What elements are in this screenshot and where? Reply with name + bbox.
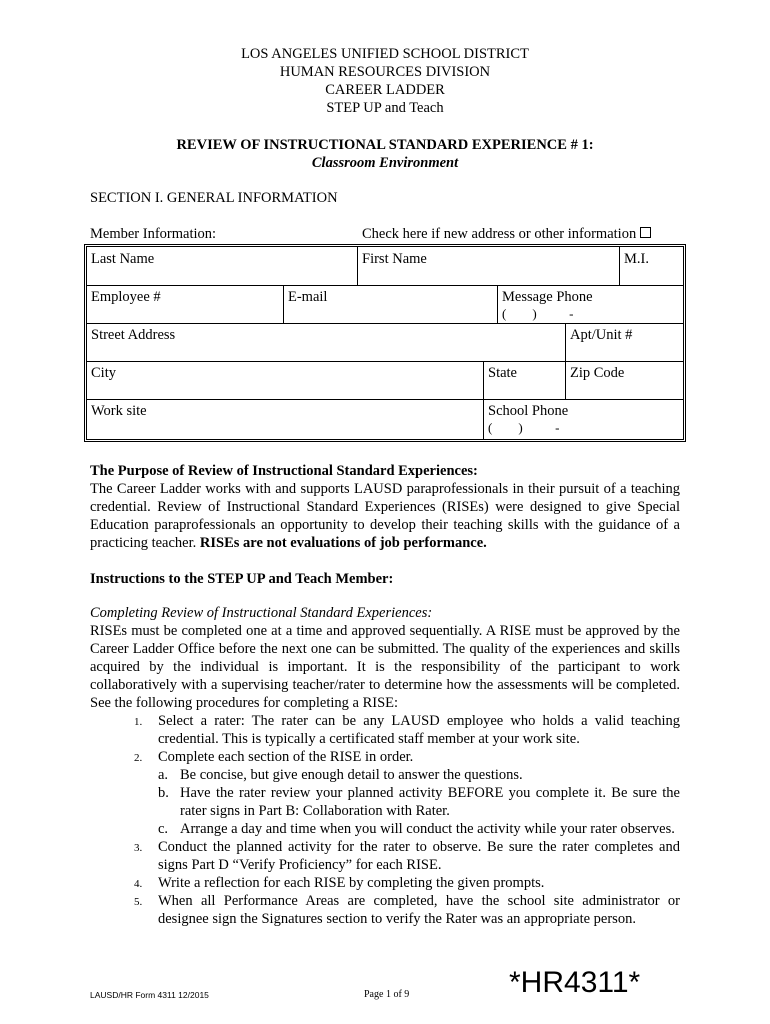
school-phone-label: School Phone <box>488 403 569 419</box>
purpose-heading: The Purpose of Review of Instructional Standard Experiences: <box>90 463 478 479</box>
list-item <box>90 892 680 928</box>
step-number: 3. <box>134 842 143 854</box>
state-label: State <box>488 365 517 381</box>
city-label: City <box>91 365 116 381</box>
substeps-list <box>158 766 680 838</box>
message-phone-label: Message Phone <box>502 289 593 305</box>
school-phone-field[interactable] <box>483 399 683 439</box>
document-title <box>0 136 770 172</box>
header-line-4: STEP UP and Teach <box>326 100 444 116</box>
last-name-field[interactable] <box>87 247 357 285</box>
step-number: 2. <box>134 752 143 764</box>
message-phone-field[interactable] <box>497 285 683 323</box>
member-info-table <box>84 244 686 442</box>
step-text: Complete each section of the RISE in order. <box>158 749 414 765</box>
last-name-label: Last Name <box>91 251 155 267</box>
zip-label: Zip Code <box>570 365 625 381</box>
work-site-field[interactable] <box>87 399 483 439</box>
apt-unit-field[interactable] <box>565 323 683 361</box>
substep-letter: b. <box>158 785 169 801</box>
mi-label: M.I. <box>624 251 649 267</box>
list-item <box>90 748 680 838</box>
step-text: When all Performance Areas are completed, have the school site administrator or designee sign the Signatures section to verify the Rater was an appropriate person. <box>158 893 680 927</box>
street-address-field[interactable] <box>87 323 565 361</box>
step-number: 1. <box>134 716 143 728</box>
street-label: Street Address <box>91 327 176 343</box>
step-number: 5. <box>134 896 143 908</box>
new-info-checkbox[interactable] <box>640 227 651 238</box>
list-item <box>158 820 680 838</box>
list-item <box>90 838 680 874</box>
employee-number-field[interactable] <box>87 285 283 323</box>
first-name-field[interactable] <box>357 247 619 285</box>
instructions-subheading: Completing Review of Instructional Standard Experiences: <box>90 605 433 621</box>
employee-label: Employee # <box>91 289 161 305</box>
purpose-section <box>90 462 680 552</box>
header-line-1: LOS ANGELES UNIFIED SCHOOL DISTRICT <box>241 46 529 62</box>
zip-code-field[interactable] <box>565 361 683 399</box>
step-text: Select a rater: The rater can be any LAUSD employee who holds a valid teaching credential. This is typically a certificated staff member at your work site. <box>158 713 680 747</box>
substep-letter: a. <box>158 767 169 783</box>
substep-text: Arrange a day and time when you will conduct the activity while your rater observes. <box>180 821 675 837</box>
step-number: 4. <box>134 878 143 890</box>
purpose-paragraph <box>90 480 680 552</box>
email-field[interactable] <box>283 285 497 323</box>
form-id: LAUSD/HR Form 4311 12/2015 <box>90 990 209 1000</box>
substep-text: Be concise, but give enough detail to answer the questions. <box>180 767 523 783</box>
purpose-bold-tail: RISEs are not evaluations of job performance. <box>199 535 487 551</box>
city-field[interactable] <box>87 361 483 399</box>
page-number: Page 1 of 9 <box>364 989 410 1000</box>
work-site-label: Work site <box>91 403 147 419</box>
state-field[interactable] <box>483 361 565 399</box>
instructions-intro: RISEs must be completed one at a time and approved sequentially. A RISE must be approved by the Career Ladder Office before the next one can be submitted. The quality of the experiences and skills acquired by the individual is important. It is the responsibility of the participant to work collaboratively with a supervising teacher/rater to determine how the assessments will be completed. See the following procedures for completing a RISE: <box>90 623 680 711</box>
instructions-heading-text: Instructions to the STEP UP and Teach Member: <box>90 571 394 587</box>
substep-letter: c. <box>158 821 169 837</box>
school-phone-format: ( ) - <box>488 420 560 435</box>
list-item <box>90 874 680 892</box>
barcode-text: *HR4311* <box>509 966 641 999</box>
substep-text: Have the rater review your planned activity BEFORE you complete it. Be sure the rater signs in Part B: Collaboration with Rater. <box>180 785 680 819</box>
list-item <box>158 766 680 784</box>
list-item <box>158 784 680 820</box>
section-heading: SECTION I. GENERAL INFORMATION <box>90 190 338 206</box>
row-address <box>87 323 683 362</box>
first-name-label: First Name <box>362 251 427 267</box>
email-label: E-mail <box>288 289 328 305</box>
purpose-text: The Career Ladder works with and supports LAUSD paraprofessionals in their pursuit of a teaching credential. Review of Instructional Standard Experiences (RISEs) were designed to give Special Education paraprofessionals an opportunity to develop their teaching skills with the guidance of a practicing teacher. <box>90 481 680 551</box>
district-header <box>0 45 770 117</box>
row-city <box>87 361 683 400</box>
member-info-label: Member Information: <box>90 226 217 242</box>
step-text: Conduct the planned activity for the rater to observe. Be sure the rater completes and signs Part D “Verify Proficiency” for each RISE. <box>158 839 680 873</box>
row-name <box>87 247 683 286</box>
mi-field[interactable] <box>619 247 683 285</box>
instructions-heading <box>90 570 680 588</box>
new-info-check-label: Check here if new address or other information <box>362 226 637 242</box>
title-sub: Classroom Environment <box>311 155 459 171</box>
row-contact <box>87 285 683 324</box>
steps-list <box>90 712 680 928</box>
new-info-check <box>362 226 651 243</box>
row-worksite <box>87 399 683 439</box>
title-main: REVIEW OF INSTRUCTIONAL STANDARD EXPERIENCE # 1: <box>176 137 594 153</box>
list-item <box>90 712 680 748</box>
apt-label: Apt/Unit # <box>570 327 633 343</box>
step-text: Write a reflection for each RISE by completing the given prompts. <box>158 875 545 891</box>
instructions-section <box>90 604 680 928</box>
header-line-2: HUMAN RESOURCES DIVISION <box>279 64 491 80</box>
header-line-3: CAREER LADDER <box>325 82 445 98</box>
message-phone-format: ( ) - <box>502 306 574 321</box>
